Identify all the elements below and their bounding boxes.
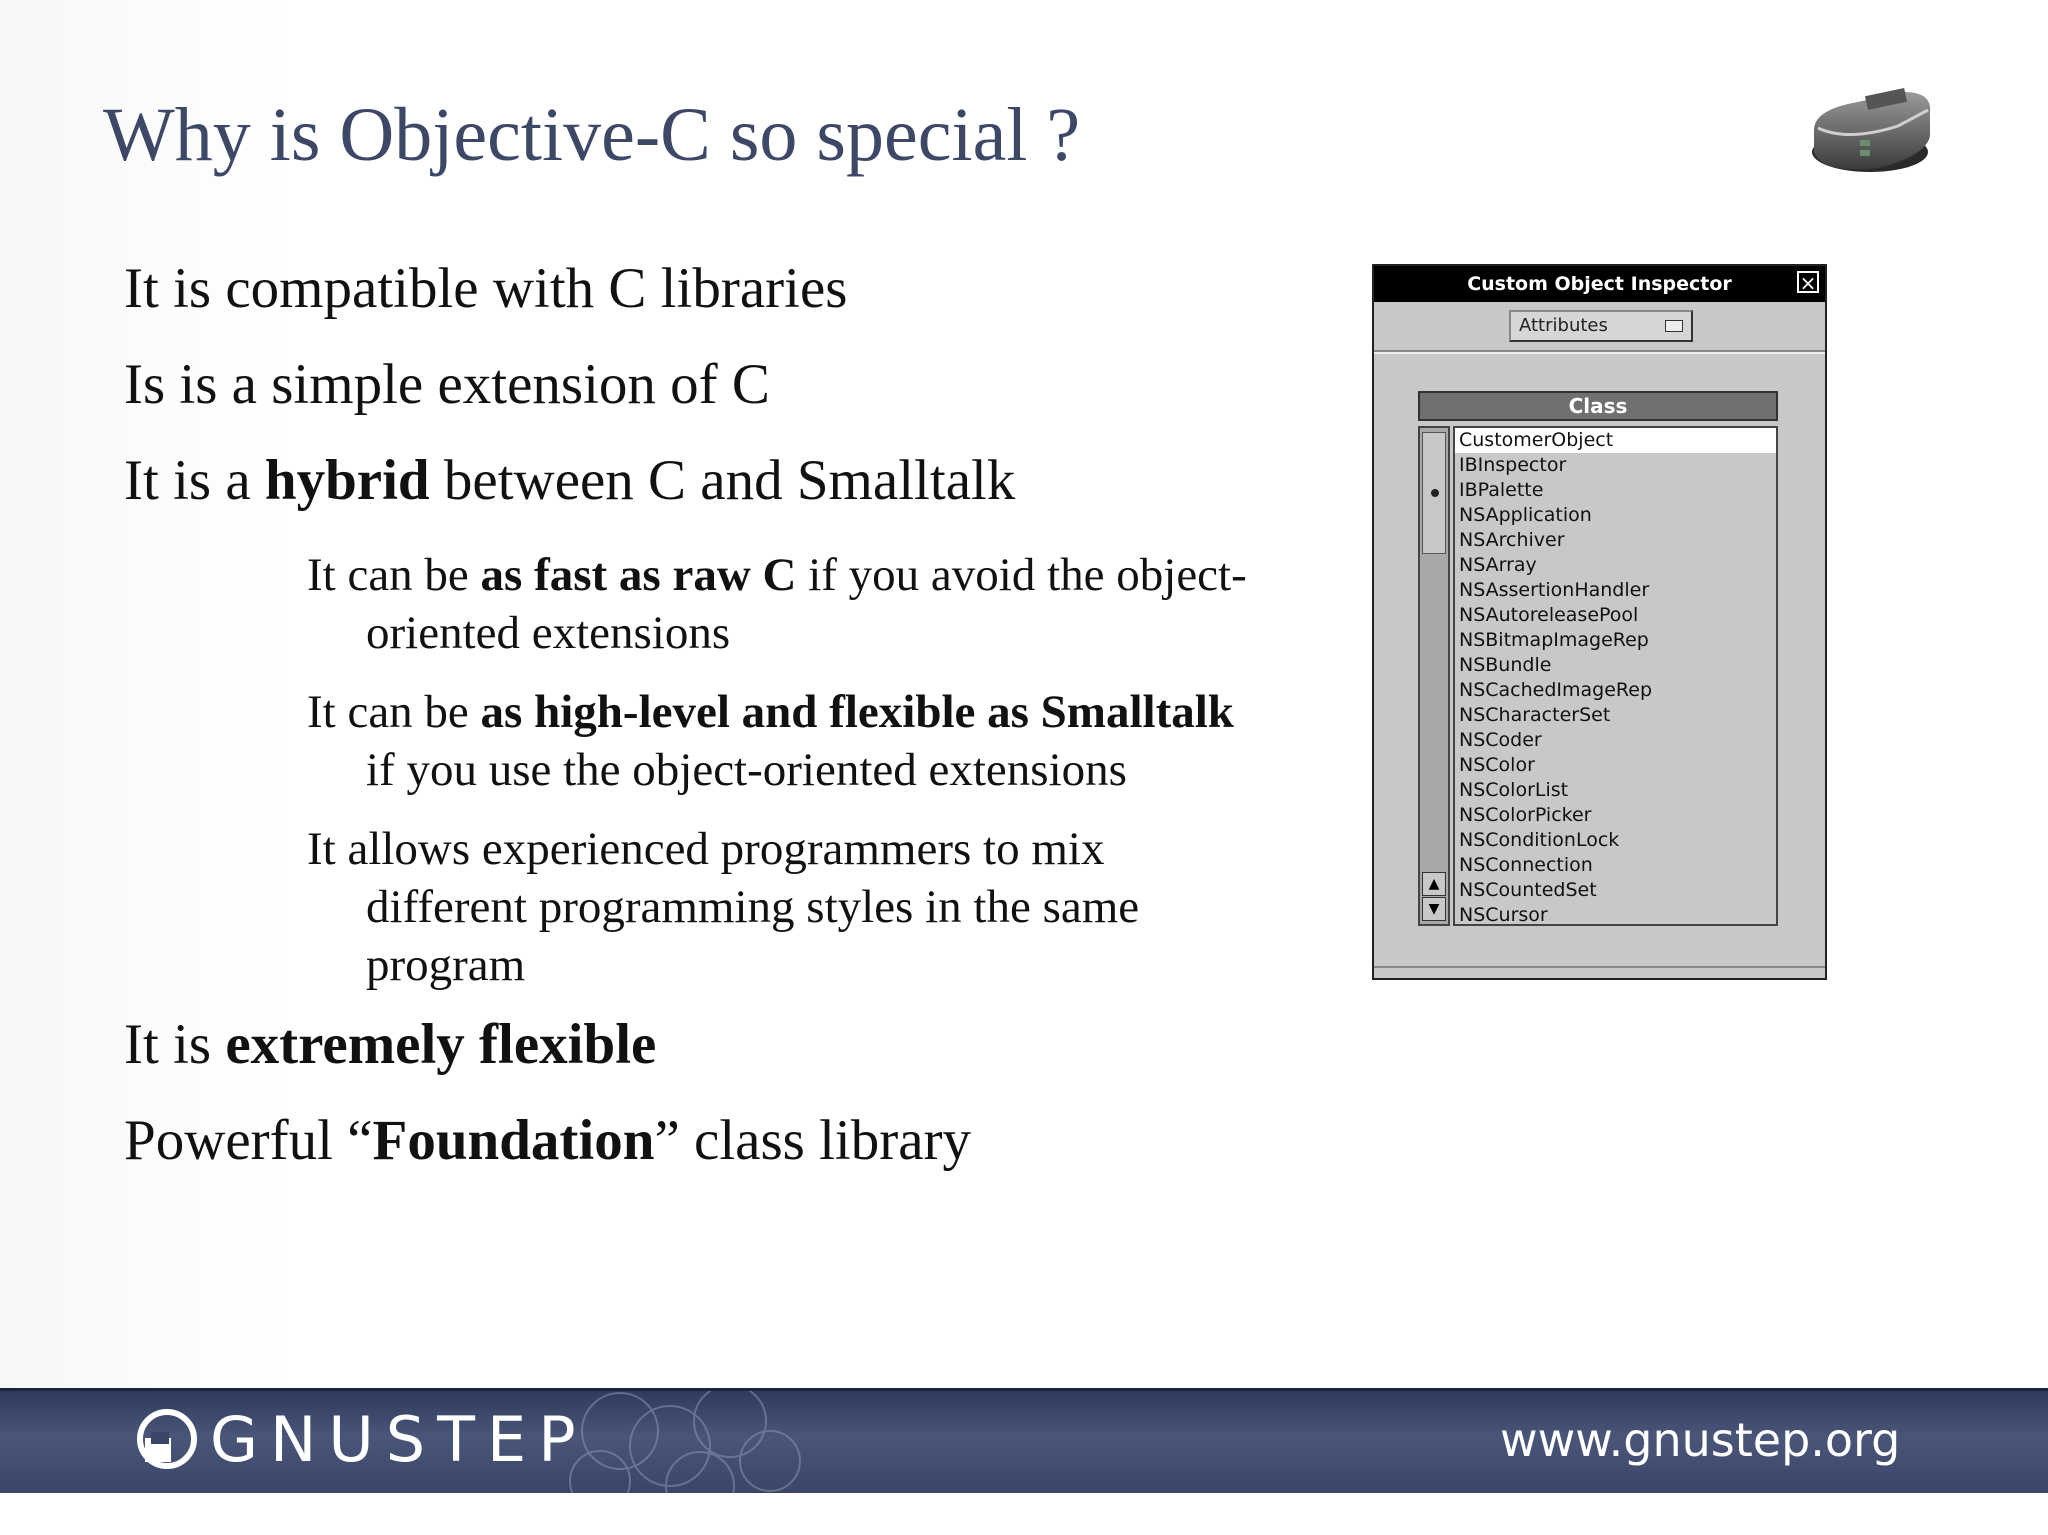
class-list-item[interactable]: NSAssertionHandler xyxy=(1459,579,1650,601)
close-icon[interactable]: × xyxy=(1797,271,1819,293)
class-list-item[interactable]: NSBitmapImageRep xyxy=(1459,629,1649,651)
hard-drive-icon xyxy=(1808,82,1938,178)
scroll-up-icon[interactable]: ▲ xyxy=(1422,872,1446,896)
class-list-item[interactable]: NSApplication xyxy=(1459,504,1592,526)
bullet-foundation: Powerful “Foundation” class library xyxy=(124,1109,972,1172)
subbullet-high-level: It can be as high-level and flexible as Smalltalk if you use the object-oriented extensions xyxy=(307,686,1234,796)
gnustep-logo-icon xyxy=(137,1408,197,1470)
inspector-bottom-bar xyxy=(1374,966,1825,978)
class-list-item[interactable]: NSCursor xyxy=(1459,904,1548,926)
popup-value: Attributes xyxy=(1519,315,1608,336)
custom-object-inspector-window xyxy=(1372,264,1827,980)
class-list-item[interactable]: NSCountedSet xyxy=(1459,879,1597,901)
class-list-item[interactable]: IBPalette xyxy=(1459,479,1544,501)
decorative-rings-icon xyxy=(560,1391,840,1493)
class-list-item[interactable]: NSCharacterSet xyxy=(1459,704,1611,726)
class-list-item[interactable]: NSCoder xyxy=(1459,729,1542,751)
class-list-item[interactable]: NSCachedImageRep xyxy=(1459,679,1653,701)
scroll-down-icon[interactable]: ▼ xyxy=(1422,897,1446,921)
subbullet-mix-styles: It allows experienced programmers to mix different programming styles in the same program xyxy=(307,823,1140,991)
class-list-item[interactable]: NSConnection xyxy=(1459,854,1593,876)
inspector-title: Custom Object Inspector xyxy=(1467,273,1732,295)
subbullet-fast: It can be as fast as raw C if you avoid the object- oriented extensions xyxy=(307,549,1247,659)
scroll-knob[interactable] xyxy=(1422,432,1446,554)
class-column-header: Class xyxy=(1418,391,1778,421)
class-list-scrollbar[interactable] xyxy=(1418,426,1450,926)
footer-bar xyxy=(0,1388,2048,1493)
class-list-item[interactable]: NSBundle xyxy=(1459,654,1552,676)
class-list xyxy=(1453,426,1778,926)
popup-arrow-icon xyxy=(1665,320,1683,332)
bullet-simple-extension: Is is a simple extension of C xyxy=(124,353,770,416)
scroll-grip-icon xyxy=(1431,489,1439,497)
attributes-popup-button[interactable] xyxy=(1509,310,1693,342)
bullet-flexible: It is extremely flexible xyxy=(124,1013,657,1076)
bullet-hybrid: It is a hybrid between C and Smalltalk xyxy=(124,449,1016,512)
class-list-item[interactable]: NSColorList xyxy=(1459,779,1569,801)
inspector-title-bar[interactable] xyxy=(1374,266,1825,302)
class-list-item[interactable]: NSColor xyxy=(1459,754,1535,776)
class-list-item[interactable]: NSConditionLock xyxy=(1459,829,1620,851)
bullet-c-libraries: It is compatible with C libraries xyxy=(124,257,848,320)
divider xyxy=(1374,350,1825,354)
website-url: www.gnustep.org xyxy=(1500,1413,1901,1467)
class-list-item[interactable]: NSAutoreleasePool xyxy=(1459,604,1639,626)
class-list-item[interactable]: NSArray xyxy=(1459,554,1537,576)
gnustep-logo-text: GNUSTEP xyxy=(210,1403,588,1476)
class-list-item[interactable]: CustomerObject xyxy=(1455,428,1776,453)
class-list-item[interactable]: IBInspector xyxy=(1459,454,1567,476)
slide-title: Why is Objective-C so special ? xyxy=(103,93,1081,177)
class-list-item[interactable]: NSColorPicker xyxy=(1459,804,1592,826)
class-list-item[interactable]: NSArchiver xyxy=(1459,529,1565,551)
